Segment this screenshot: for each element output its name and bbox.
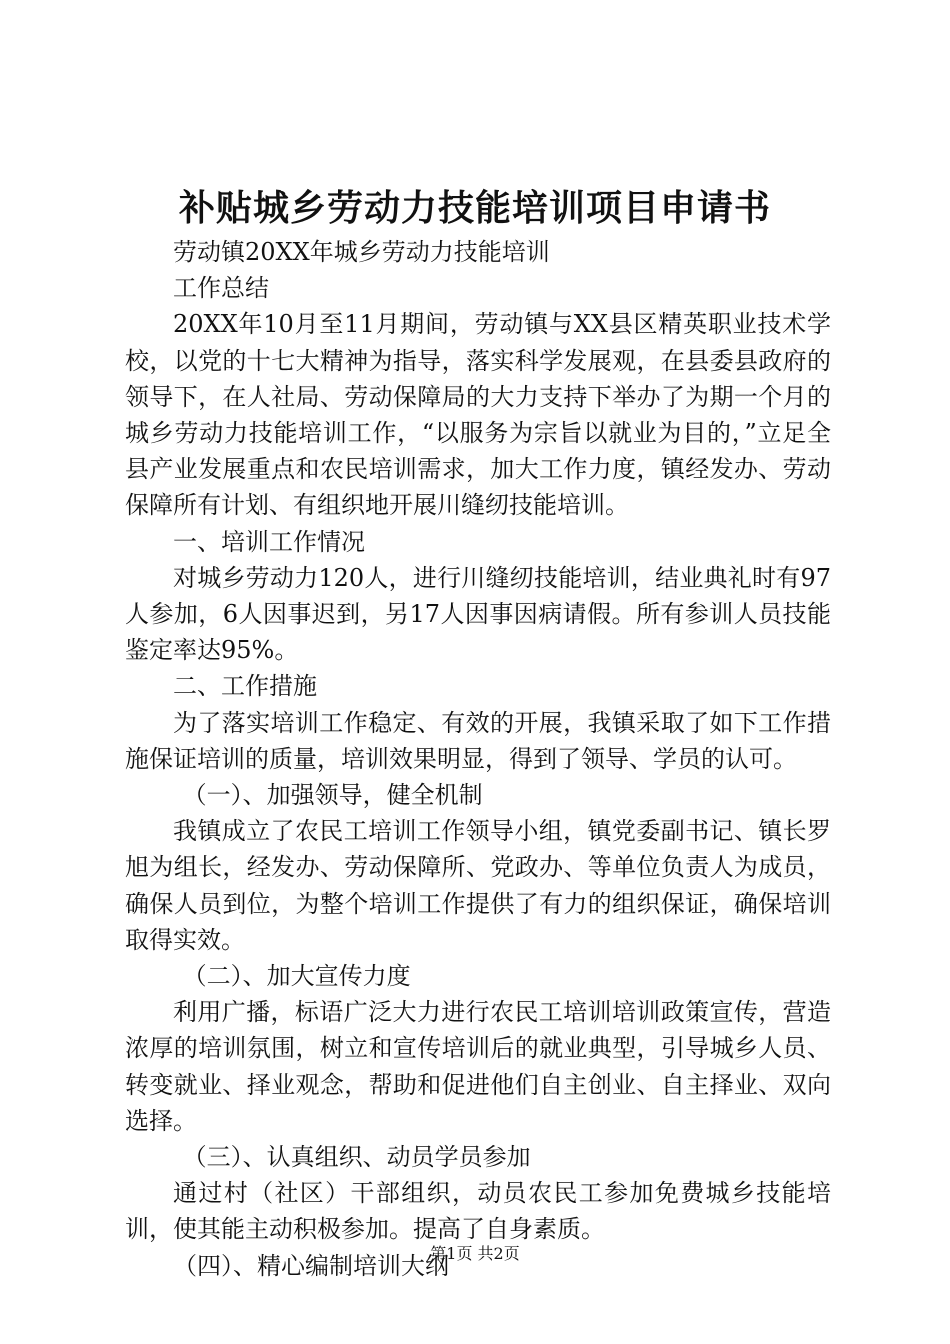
subtitle-line-1: 劳动镇20XX年城乡劳动力技能培训	[173, 238, 550, 266]
subsection-1-paragraph: 我镇成立了农民工培训工作领导小组，镇党委副书记、镇长罗旭为组长，经发办、劳动保障所、党政办、等单位负责人为成员，确保人员到位，为整个培训工作提供了有力的组织保证，确保培训取得实效。	[125, 817, 831, 954]
section-heading-2: 二、工作措施	[173, 672, 317, 701]
subtitle-line-2: 工作总结	[173, 274, 269, 303]
subsection-heading-4: （四）、精心编制培训大纲	[173, 1251, 449, 1280]
section-heading-1: 一、培训工作情况	[173, 527, 365, 556]
subsection-heading-2: （二）、加大宣传力度	[182, 962, 411, 991]
section-1-paragraph: 对城乡劳动力120人，进行川缝纫技能培训，结业典礼时有97人参加，6人因事迟到，另17人因事因病请假。所有参训人员技能鉴定率达95%。	[125, 563, 831, 665]
subsection-2-paragraph: 利用广播，标语广泛大力进行农民工培训培训政策宣传，营造浓厚的培训氛围，树立和宣传培训后的就业典型，引导城乡人员、转变就业、择业观念，帮助和促进他们自主创业、自主择业、双向选择。	[125, 998, 831, 1135]
intro-paragraph: 20XX年10月至11月期间，劳动镇与XX县区精英职业技术学校，以党的十七大精神为指导，落实科学发展观，在县委县政府的领导下，在人社局、劳动保障局的大力支持下举办了为期一个月的城乡劳动力技能培训工作，“以服务为宗旨以就业为目的，”立足全县产业发展重点和农民培训需求，加大工作力度，镇经发办、劳动保障所有计划、有组织地开展川缝纫技能培训。	[125, 310, 831, 520]
document-title: 补贴城乡劳动力技能培训项目申请书	[178, 187, 771, 229]
page-number: 第1页 共2页	[430, 1244, 520, 1263]
subsection-heading-3: （三）、认真组织、动员学员参加	[182, 1143, 531, 1172]
subsection-heading-1: （一）、加强领导，健全机制	[182, 781, 483, 810]
section-2-paragraph: 为了落实培训工作稳定、有效的开展，我镇采取了如下工作措施保证培训的质量，培训效果明显，得到了领导、学员的认可。	[125, 708, 831, 773]
subsection-3-paragraph: 通过村（社区）干部组织，动员农民工参加免费城乡技能培训，使其能主动积极参加。提高了自身素质。	[125, 1179, 831, 1244]
document-body	[125, 234, 831, 1284]
